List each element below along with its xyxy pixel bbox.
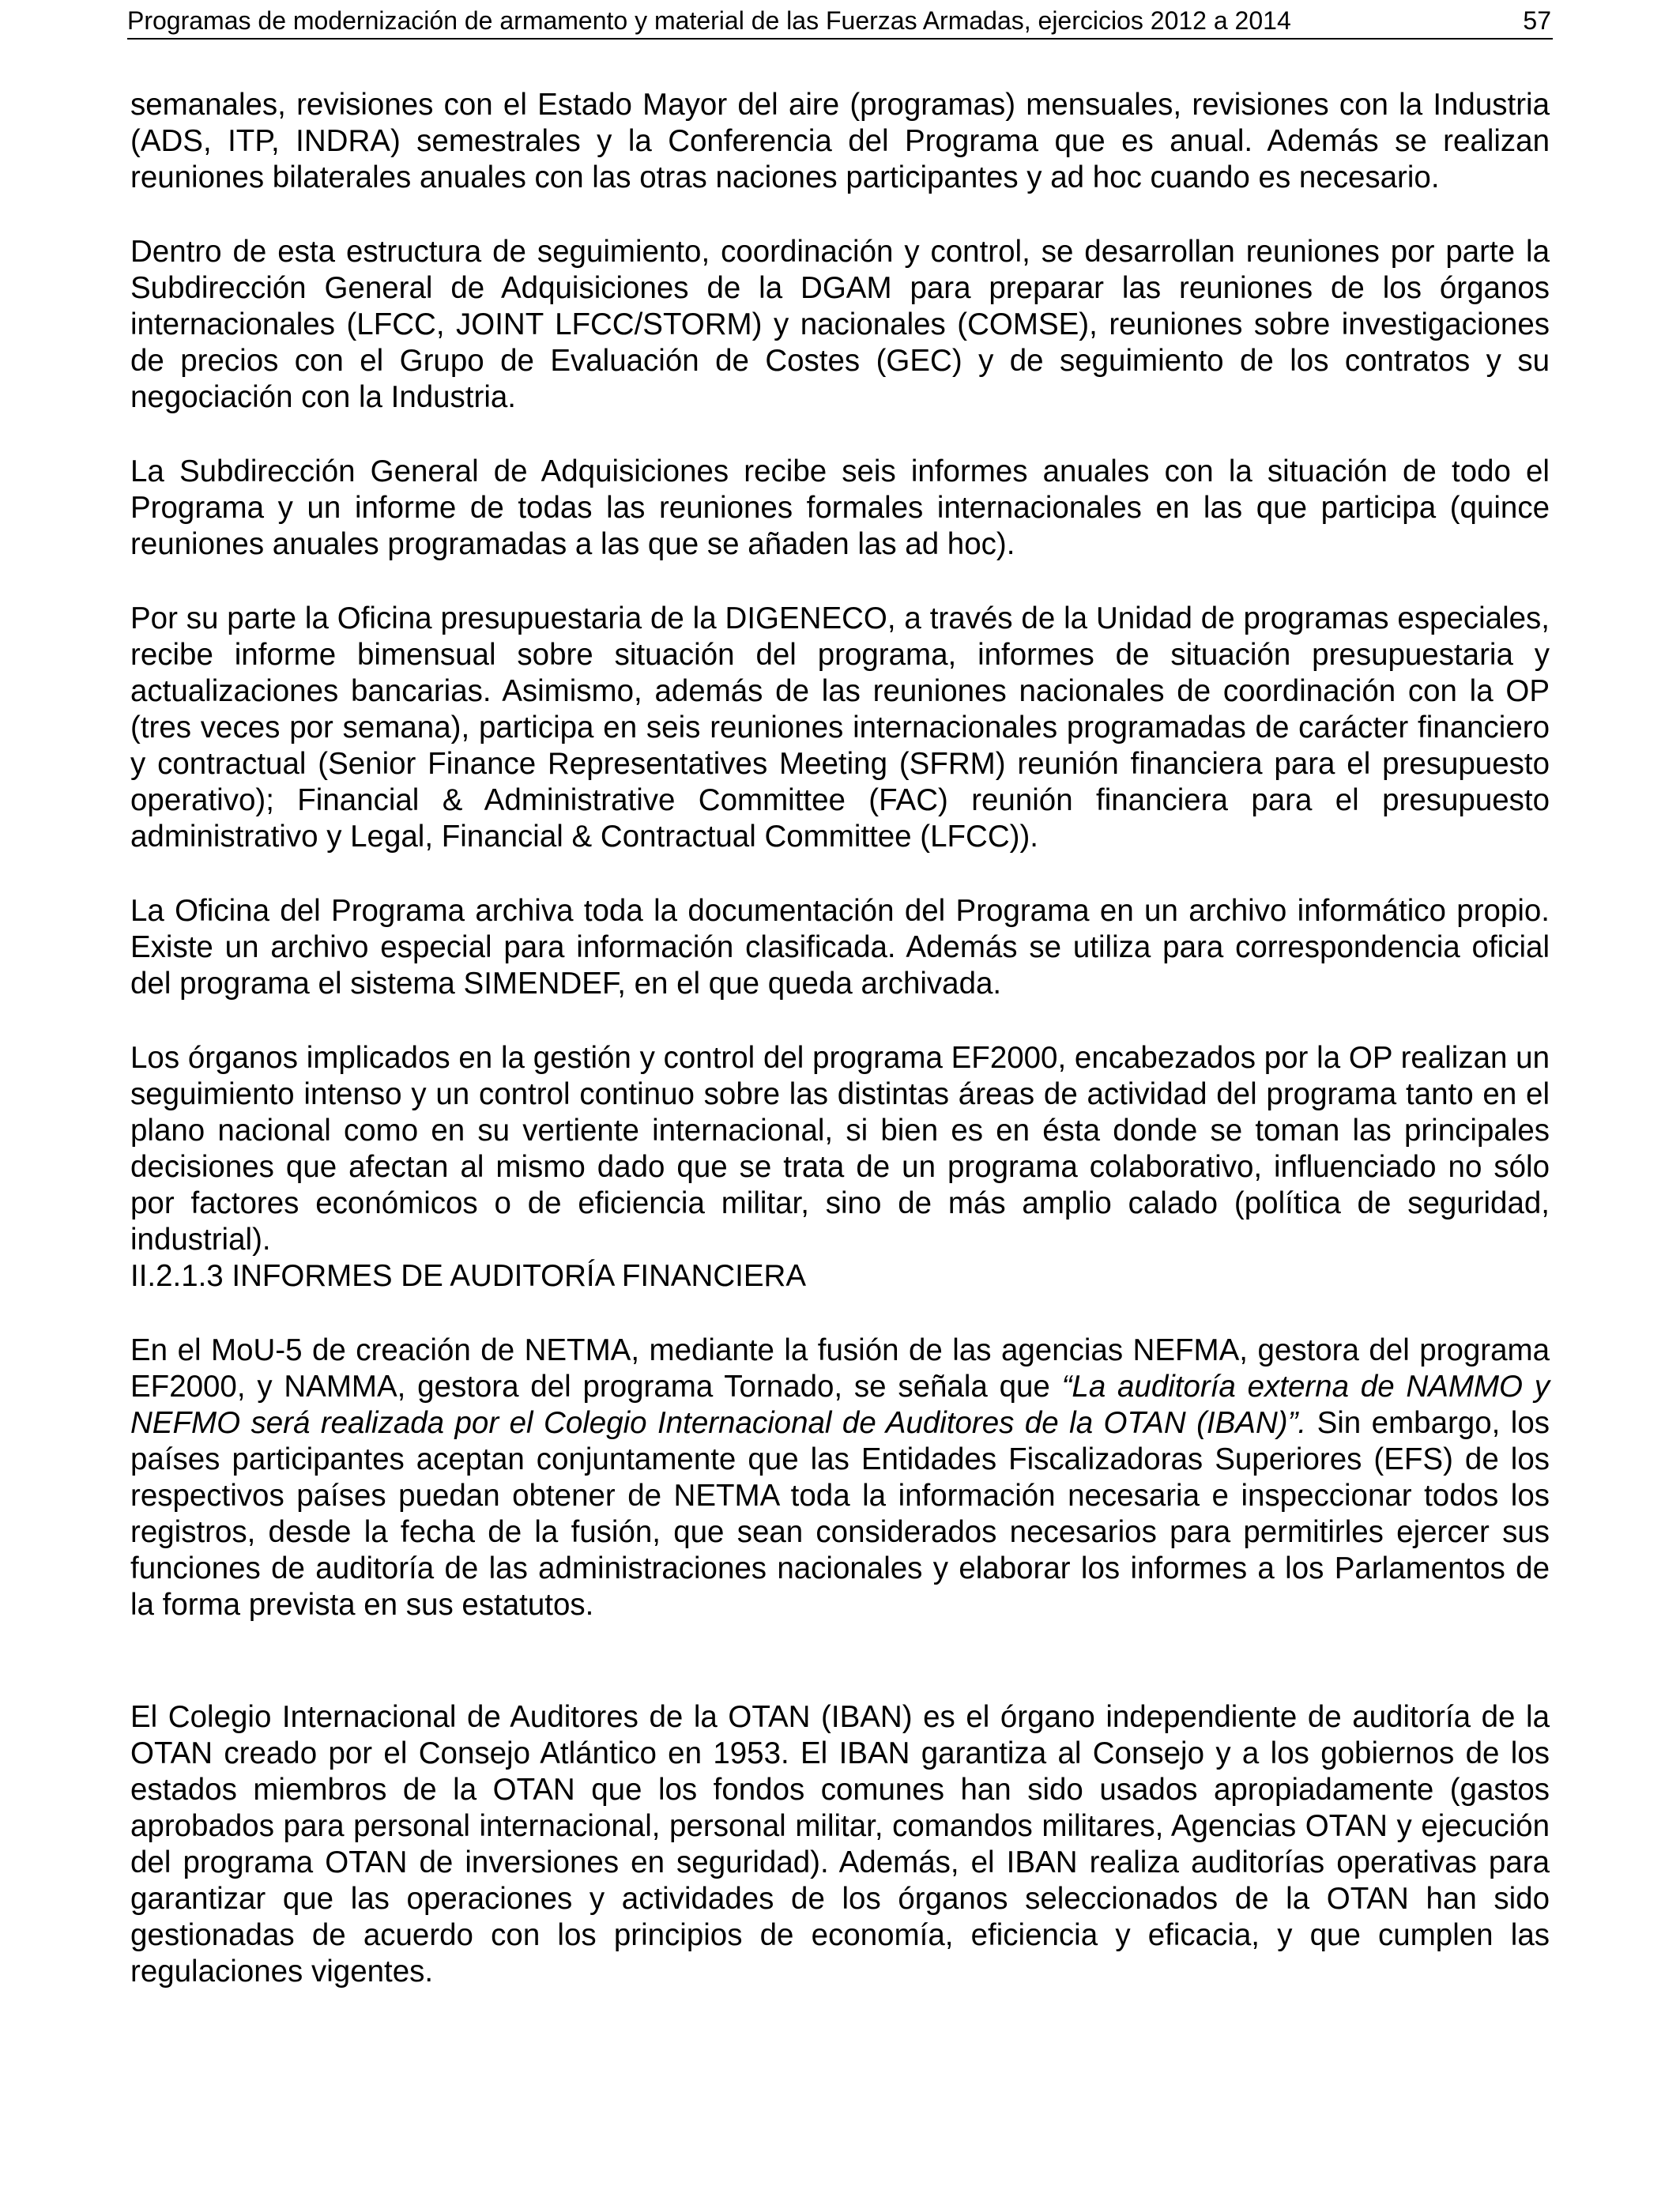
paragraph-7-quote: “La auditoría externa de NAMMO y NEFMO será realizada por el Colegio Internacional de Auditores de la OTAN (IBAN)”.	[130, 1370, 1550, 1440]
paragraph-4: Por su parte la Oficina presupuestaria de la DIGENECO, a través de la Unidad de programas especiales, recibe informe bimensual sobre situación del programa, informes de situación presupuestaria y actualizaciones bancarias. Asimismo, además de las reuniones nacionales de coordinación con la OP (tres veces por semana), participa en seis reuniones internacionales programadas de carácter financiero y contractual (Senior Finance Representatives Meeting (SFRM) reunión financiera para el presupuesto operativo); Financial & Administrative Committee (FAC) reunión financiera para el presupuesto administrativo y Legal, Financial & Contractual Committee (LFCC)).	[130, 601, 1550, 854]
running-title: Programas de modernización de armamento y material de las Fuerzas Armadas, ejercicios 2012 a 2014	[127, 6, 1291, 35]
paragraph-6: Los órganos implicados en la gestión y control del programa EF2000, encabezados por la OP realizan un seguimiento intenso y un control continuo sobre las distintas áreas de actividad del programa tanto en el plano nacional como en su vertiente internacional, si bien es en ésta donde se toman las principales decisiones que afectan al mismo dado que se trata de un programa colaborativo, influenciado no sólo por factores económicos o de eficiencia militar, sino de más amplio calado (política de seguridad, industrial).	[130, 1041, 1550, 1257]
paragraph-8: El Colegio Internacional de Auditores de la OTAN (IBAN) es el órgano independiente de auditoría de la OTAN creado por el Consejo Atlántico en 1953. El IBAN garantiza al Consejo y a los gobiernos de los estados miembros de la OTAN que los fondos comunes han sido usados apropiadamente (gastos aprobados para personal internacional, personal militar, comandos militares, Agencias OTAN y ejecución del programa OTAN de inversiones en seguridad). Además, el IBAN realiza auditorías operativas para garantizar que las operaciones y actividades de los órganos seleccionados de la OTAN han sido gestionadas de acuerdo con los principios de economía, eficiencia y eficacia, y que cumplen las regulaciones vigentes.	[130, 1700, 1550, 1989]
paragraph-2: Dentro de esta estructura de seguimiento, coordinación y control, se desarrollan reuniones por parte la Subdirección General de Adquisiciones de la DGAM para preparar las reuniones de los órganos internacionales (LFCC, JOINT LFCC/STORM) y nacionales (COMSE), reuniones sobre investigaciones de precios con el Grupo de Evaluación de Costes (GEC) y de seguimiento de los contratos y su negociación con la Industria.	[130, 235, 1550, 414]
paragraph-7-intro: En el MoU-5 de creación de NETMA, mediante la fusión de las agencias NEFMA, gestora del programa EF2000, y NAMMA, gestora del programa Tornado, se señala que	[130, 1333, 1550, 1404]
paragraph-1: semanales, revisiones con el Estado Mayor del aire (programas) mensuales, revisiones con la Industria (ADS, ITP, INDRA) semestrales y la Conferencia del Programa que es anual. Además se realizan reuniones bilaterales anuales con las otras naciones participantes y ad hoc cuando es necesario.	[130, 88, 1550, 194]
paragraph-7-rest: Sin embargo, los países participantes aceptan conjuntamente que las Entidades Fiscalizadoras Superiores (EFS) de los respectivos países puedan obtener de NETMA toda la información necesaria e inspeccionar todos los registros, desde la fecha de la fusión, que sean considerados necesarios para permitirles ejercer sus funciones de auditoría de las administraciones nacionales y elaborar los informes a los Parlamentos de la forma prevista en sus estatutos.	[130, 1406, 1550, 1622]
paragraph-7	[130, 1333, 1550, 1623]
section-heading: II.2.1.3 INFORMES DE AUDITORÍA FINANCIERA	[130, 1259, 807, 1293]
document-body	[130, 87, 1550, 1990]
page-header	[127, 5, 1553, 40]
paragraph-3: La Subdirección General de Adquisiciones recibe seis informes anuales con la situación de todo el Programa y un informe de todas las reuniones formales internacionales en las que participa (quince reuniones anuales programadas a las que se añaden las ad hoc).	[130, 454, 1550, 561]
paragraph-5: La Oficina del Programa archiva toda la documentación del Programa en un archivo informático propio. Existe un archivo especial para información clasificada. Además se utiliza para correspondencia oficial del programa el sistema SIMENDEF, en el que queda archivada.	[130, 894, 1550, 1001]
page-number: 57	[1523, 6, 1551, 35]
